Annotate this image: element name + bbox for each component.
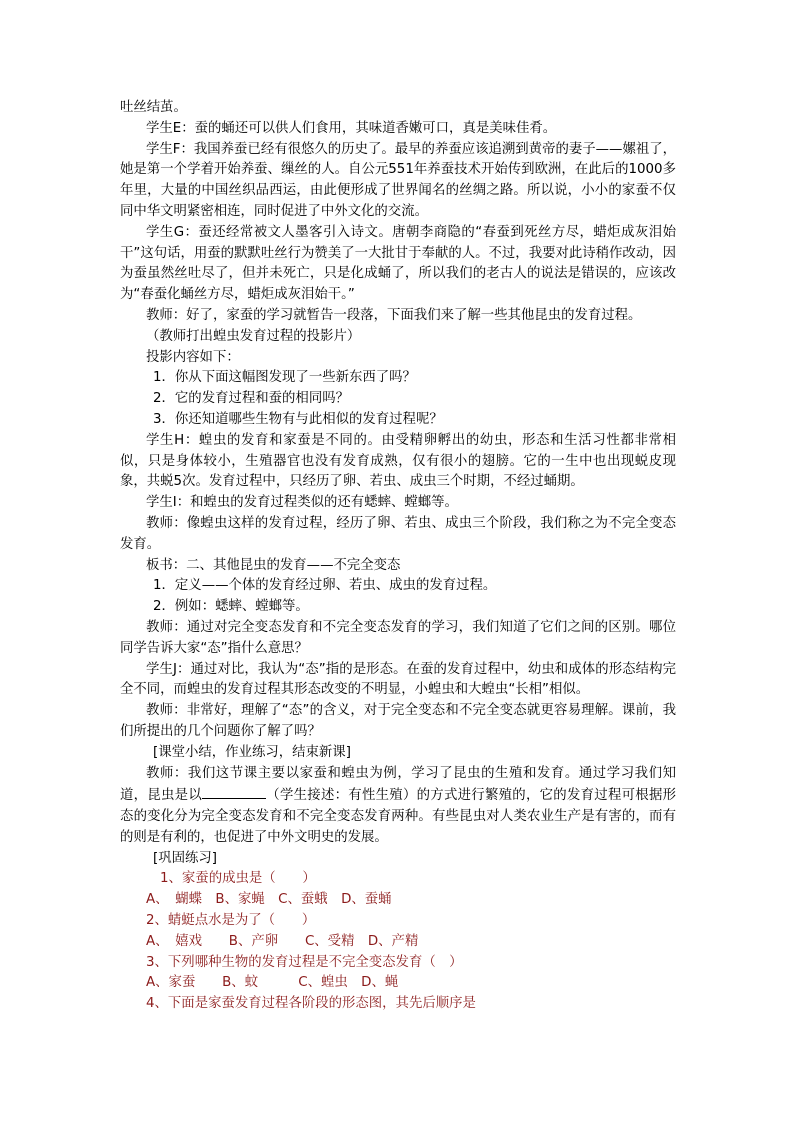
projection-question: 3．你还知道哪些生物有与此相似的发育过程呢？ [153,411,443,427]
student-i-paragraph: 学生I：和蝗虫的发育过程类似的还有蟋蟀、螳螂等。 [146,495,458,511]
teacher-paragraph: 教师：通过对完全变态发育和不完全变态发育的学习，我们知道了它们之间的区别。哪位同学告诉大家“态”指什么意思？ [120,619,676,656]
exercise-question: 1、家蚕的成虫是（ ） [160,871,316,887]
blackboard-heading: 板书：二、其他昆虫的发育——不完全变态 [146,557,401,573]
section-note: [课堂小结，作业练习，结束新课] [153,744,351,760]
teacher-paragraph: 教师：好了，家蚕的学习就暂告一段落，下面我们来了解一些其他昆虫的发育过程。 [146,307,642,323]
fill-blank [202,784,266,799]
exercise-options: A、家蚕 B、蚊 C、蝗虫 D、蝇 [146,975,399,991]
teacher-paragraph: 教师：像蝗虫这样的发育过程，经历了卵、若虫、成虫三个阶段，我们称之为不完全变态发育。 [120,515,676,552]
blackboard-item: 2．例如：蟋蟀、螳螂等。 [153,599,309,615]
exercise-question: 4、下面是家蚕发育过程各阶段的形态图，其先后顺序是 [146,996,476,1012]
exercise-question: 3、下列哪种生物的发育过程是不完全变态发育（ ） [146,954,463,970]
teacher-paragraph: 教师：非常好，理解了“态”的含义，对于完全变态和不完全变态就更容易理解。课前，我们所提出的几个问题你了解了吗？ [120,703,676,739]
exercise-options: A、 嬉戏 B、产卵 C、受精 D、产精 [146,933,419,949]
lesson-text [120,98,676,1015]
summary-paragraph [120,764,676,849]
exercise-heading: [巩固练习] [153,850,218,866]
projection-question: 1．你从下面这幅图发现了一些新东西了吗？ [153,370,416,386]
projection-heading: 投影内容如下： [146,349,240,365]
exercise-question: 2、蜻蜓点水是为了（ ） [146,913,316,929]
student-g-paragraph: 学生G：蚕还经常被文人墨客引入诗文。唐朝李商隐的“春蚕到死丝方尽，蜡炬成灰泪始干”这句话，用蚕的默默吐丝行为赞美了一大批甘于奉献的人。不过，我要对此诗稍作改动，因为蚕虽然丝吐尽了，但并未死亡，只是化成蛹了，所以我们的老古人的说法是错误的，应该改为“春蚕化蛹丝方尽，蜡炬成灰泪始干。” [120,224,676,303]
blackboard-item: 1．定义——个体的发育经过卵、若虫、成虫的发育过程。 [153,578,497,594]
projector-note: （教师打出蝗虫发育过程的投影片） [146,328,361,344]
summary-text-start: 教师：我们这节课主要以家蚕和蝗虫为例，学习了昆虫的生殖和发育。通过学习我们知道，昆虫是以 [120,765,676,804]
student-h-paragraph: 学生H：蝗虫的发育和家蚕是不同的。由受精卵孵出的幼虫，形态和生活习性都非常相似，只是身体较小，生殖器官也没有发育成熟，仅有很小的翅膀。它的一生中也出现蜕皮现象，共蜕5次。发育过程中，只经历了卵、若虫、成虫三个时期，不经过蛹期。 [120,432,676,490]
exercise-options: A、 蝴蝶 B、家蝇 C、蚕蛾 D、蚕蛹 [146,892,392,908]
student-j-paragraph: 学生J：通过对比，我认为“态”指的是形态。在蚕的发育过程中，幼虫和成体的形态结构完全不同，而蝗虫的发育过程其形态改变的不明显，小蝗虫和大蝗虫“长相”相似。 [120,661,676,698]
projection-question: 2．它的发育过程和蚕的相同吗？ [153,391,349,407]
summary-text-end: （学生接述：有性生殖）的方式进行繁殖的，它的发育过程可根据形态的变化分为完全变态发育和不完全变态发育两种。有些昆虫对人类农业生产是有害的，而有的则是有利的，也促进了中外文明史的发展。 [120,788,676,845]
student-e-paragraph: 学生E：蚕的蛹还可以供人们食用，其味道香嫩可口，真是美味佳肴。 [146,120,557,136]
student-f-paragraph: 学生F：我国养蚕已经有很悠久的历史了。最早的养蚕应该追溯到黄帝的妻子——嫘祖了，她是第一个学着开始养蚕、缫丝的人。自公元551年养蚕技术开始传到欧洲，在此后的1000多年里，大量的中国丝织品西运，由此便形成了世界闻名的丝绸之路。所以说，小小的家蚕不仅同中华文明紧密相连，同时促进了中外文化的交流。 [120,141,676,219]
text-line: 吐丝结茧。 [120,100,187,115]
